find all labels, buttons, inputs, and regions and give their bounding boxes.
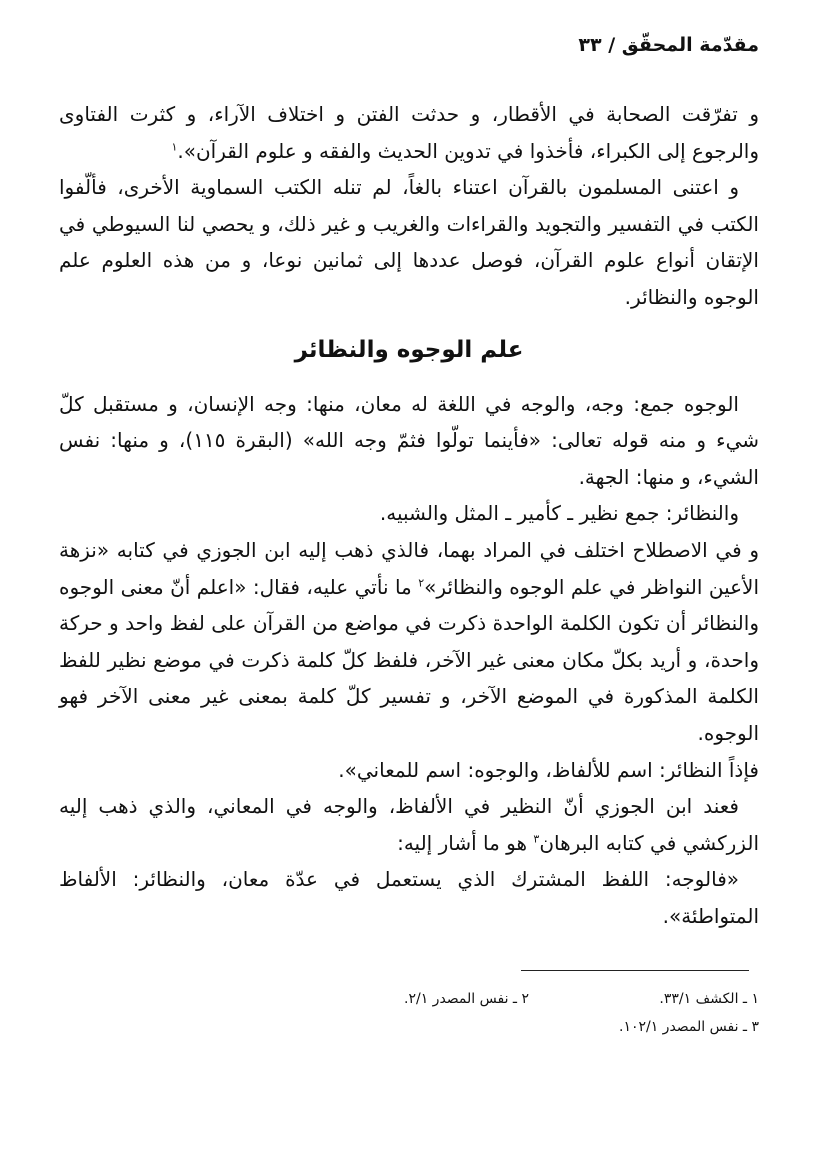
paragraph-5-text-a: و في الاصطلاح اختلف في المراد بهما، فالذي ذهب إليه ابن الجوزي في كتابه «نزهة الأعين النواظر في علم الوجوه والنظائر» — [59, 537, 759, 599]
paragraph-7-text-b: هو ما أشار إليه: — [397, 830, 534, 855]
paragraph-7 — [59, 788, 759, 861]
footnote-1: ١ ـ الكشف ٣٣/١. — [659, 991, 759, 1007]
paragraph-1-text: و تفرّقت الصحابة في الأقطار، و حدثت الفتن و اختلاف الآراء، و كثرت الفتاوى والرجوع إلى الكبراء، فأخذوا في تدوين الحديث والفقه و علوم القرآن». — [59, 102, 759, 163]
footnote-ref-2: ٢ — [418, 575, 425, 589]
paragraph-5-text-b: ما نأتي عليه، فقال: «اعلم أنّ معنى الوجوه والنظائر أن تكون الكلمة الواحدة ذكرت في مواضع من القرآن على لفظ واحد و حركة واحدة، و أريد بكلّ مكان معنى غير الآخر، فلفظ كلّ كلمة ذكرت في موضع نظير للفظ الكلمة المذكورة في الموضع الآخر، و تفسير كلّ كلمة بمعنى غير معنى الآخر فهو الوجوه. — [59, 574, 759, 745]
paragraph-5 — [59, 532, 759, 752]
footnote-ref-3: ٣ — [533, 832, 540, 846]
paragraph-3: الوجوه جمع: وجه، والوجه في اللغة له معان، منها: وجه الإنسان، و مستقبل كلّ شيء و منه قوله تعالى: «فأينما تولّوا فثمّ وجه الله» (البقرة ١١٥)، و منها: نفس الشيء، و منها: الجهة. — [59, 391, 759, 489]
running-header — [578, 34, 759, 56]
footnote-row-2 — [59, 1013, 759, 1041]
footnote-row-1 — [59, 985, 759, 1013]
footnote-2: ٢ ـ نفس المصدر ٢/١. — [404, 991, 529, 1007]
footnotes — [59, 985, 759, 1041]
footnote-divider — [521, 970, 749, 971]
page-number: ٣٣ — [578, 34, 602, 56]
paragraph-8: «فالوجه: اللفظ المشترك الذي يستعمل في عدّة معان، والنظائر: الألفاظ المتواطئة». — [59, 867, 759, 928]
section-heading: علم الوجوه والنظائر — [294, 336, 524, 363]
paragraph-7-text-a: فعند ابن الجوزي أنّ النظير في الألفاظ، والوجه في المعاني، والذي ذهب إليه الزركشي في كتابه البرهان — [59, 794, 759, 855]
paragraph-2: و اعتنى المسلمون بالقرآن اعتناء بالغاً، لم تنله الكتب السماوية الأخرى، فألّفوا الكتب في التفسير والتجويد والقراءات والغريب و غير ذلك، و يحصي لنا السيوطي في الإتقان أنواع علوم القرآن، فوصل عددها إلى ثمانين نوعا، و من هذه العلوم علم الوجوه والنظائر. — [59, 175, 759, 309]
header-separator: / — [608, 34, 616, 56]
paragraph-6: فإذاً النظائر: اسم للألفاظ، والوجوه: اسم للمعاني». — [338, 757, 759, 782]
header-title: مقدّمة المحقّق — [621, 34, 759, 56]
body-text — [59, 96, 759, 934]
footnote-3: ٣ ـ نفس المصدر ١٠٢/١. — [618, 1019, 759, 1035]
footnote-ref-1: ١ — [171, 139, 178, 153]
paragraph-4: والنظائر: جمع نظير ـ كأمير ـ المثل والشبيه. — [379, 501, 739, 526]
paragraph-1 — [59, 96, 759, 169]
